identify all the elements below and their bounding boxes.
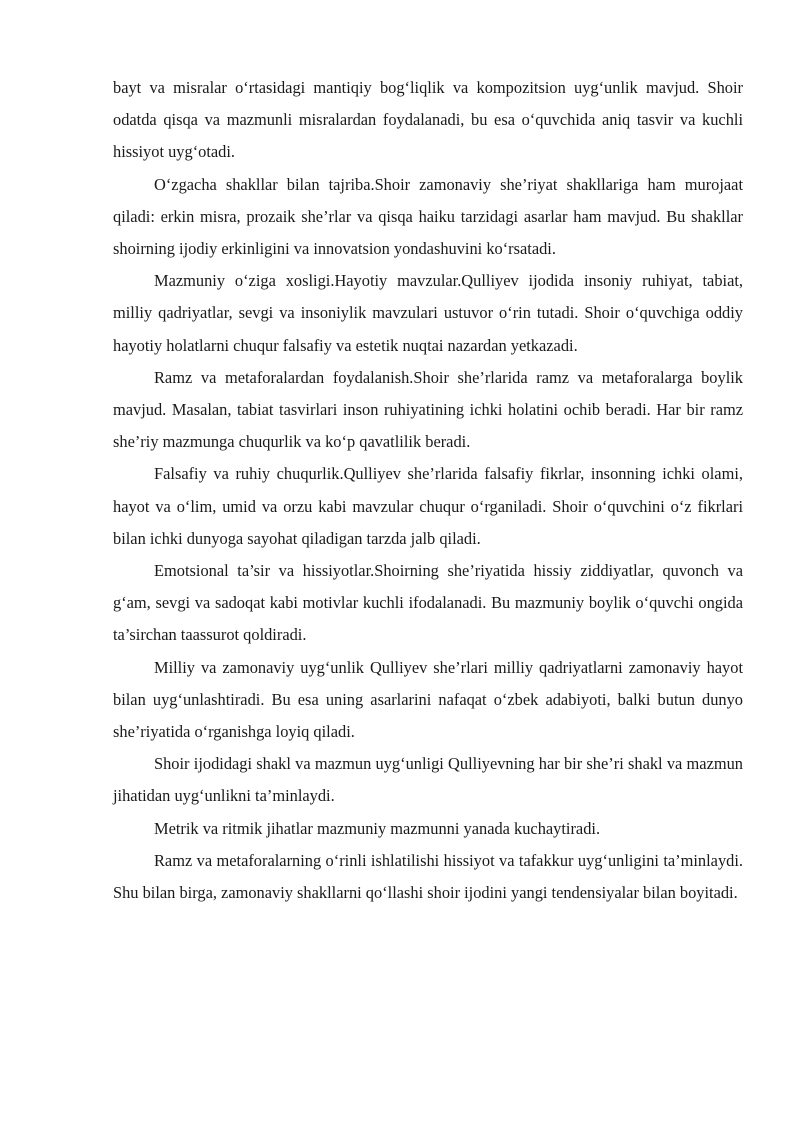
- paragraph-9: Metrik va ritmik jihatlar mazmuniy mazmunni yanada kuchaytiradi.: [154, 818, 601, 838]
- paragraph-1: bayt va misralar o‘rtasidagi mantiqiy bog‘liqlik va kompozitsion uyg‘unlik mavjud. Shoir odatda qisqa va mazmunli misralardan foydalanadi, bu esa o‘quvchida aniq tasvir va kuchli hissiyot uyg‘otadi.: [113, 78, 743, 162]
- paragraph-2: O‘zgacha shakllar bilan tajriba.Shoir zamonaviy she’riyat shakllariga ham murojaat qiladi: erkin misra, prozaik she’rlar va qisqa haiku tarzidagi asarlar ham mavjud. Bu shakllar shoirning ijodiy erkinligini va innovatsion yondashuvini ko‘rsatadi.: [113, 174, 743, 259]
- paragraph-8: Shoir ijodidagi shakl va mazmun uyg‘unligi Qulliyevning har bir she’ri shakl va mazmun jihatidan uyg‘unlikni ta’minlaydi.: [113, 754, 743, 806]
- document-page: [113, 72, 743, 909]
- paragraph-7: Milliy va zamonaviy uyg‘unlik Qulliyev she’rlari milliy qadriyatlarni zamonaviy hayot bilan uyg‘unlashtiradi. Bu esa uning asarlarini nafaqat o‘zbek adabiyoti, balki butun dunyo she’riyatida o‘rganishga loyiq qiladi.: [113, 657, 743, 742]
- paragraph-4: Ramz va metaforalardan foydalanish.Shoir she’rlarida ramz va metaforalarga boylik mavjud. Masalan, tabiat tasvirlari inson ruhiyatining ichki holatini ochib beradi. Har bir ramz she’riy mazmunga chuqurlik va ko‘p qavatlilik beradi.: [113, 367, 743, 452]
- paragraph-6: Emotsional ta’sir va hissiyotlar.Shoirning she’riyatida hissiy ziddiyatlar, quvonch va g‘am, sevgi va sadoqat kabi motivlar kuchli ifodalanadi. Bu mazmuniy boylik o‘quvchi ongida ta’sirchan taassurot qoldiradi.: [113, 561, 743, 645]
- paragraph-3: Mazmuniy o‘ziga xosligi.Hayotiy mavzular.Qulliyev ijodida insoniy ruhiyat, tabiat, milliy qadriyatlar, sevgi va insoniylik mavzulari ustuvor o‘rin tutadi. Shoir o‘quvchiga oddiy hayotiy holatlarni chuqur falsafiy va estetik nuqtai nazardan yetkazadi.: [113, 271, 743, 355]
- paragraph-10: Ramz va metaforalarning o‘rinli ishlatilishi hissiyot va tafakkur uyg‘unligini ta’minlaydi. Shu bilan birga, zamonaviy shakllarni qo‘llashi shoir ijodini yangi tendensiyalar bilan boyitadi.: [113, 850, 743, 903]
- paragraph-5: Falsafiy va ruhiy chuqurlik.Qulliyev she’rlarida falsafiy fikrlar, insonning ichki olami, hayot va o‘lim, umid va orzu kabi mavzular chuqur o‘rganiladi. Shoir o‘quvchini o‘z fikrlari bilan ichki dunyoga sayohat qiladigan tarzda jalb qiladi.: [113, 464, 743, 548]
